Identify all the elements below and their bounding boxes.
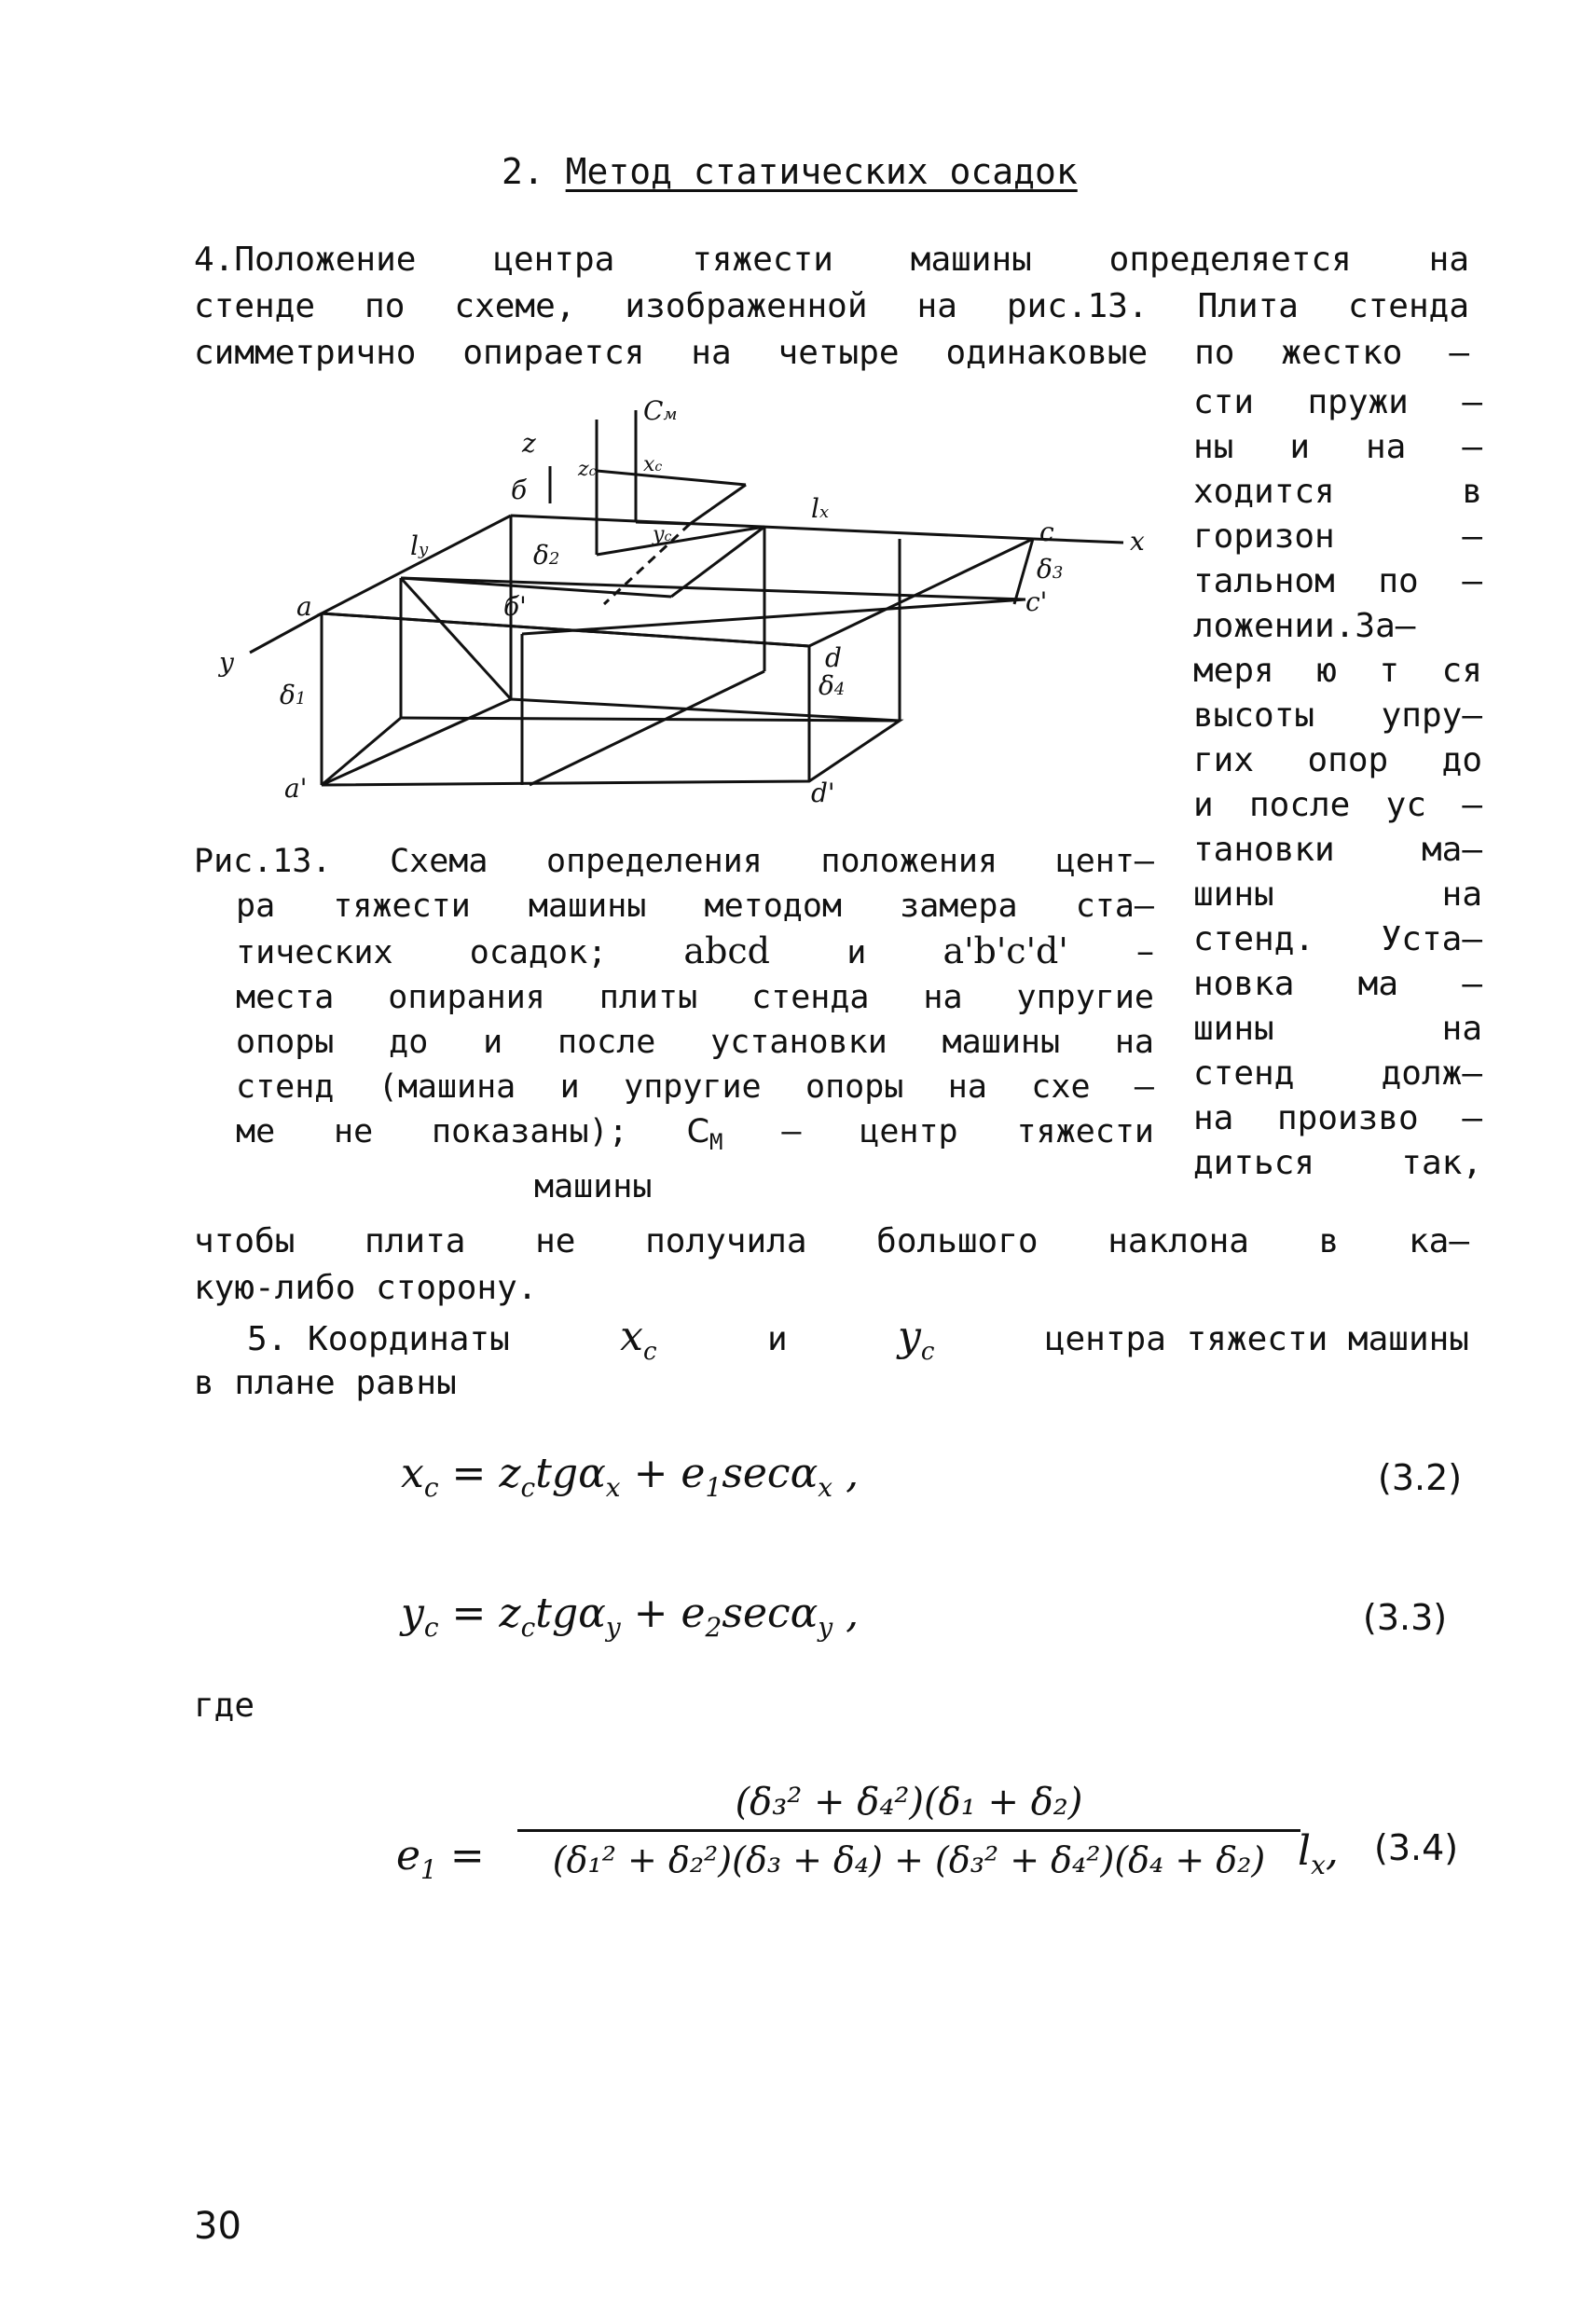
equation-3-4-numerator: (δ₃² + δ₄²)(δ₁ + δ₂): [735, 1781, 1083, 1824]
caption-line-7: ме не показаны); $C_М$ – центр тяжести: [236, 1113, 1154, 1155]
side-line: на произво –: [1193, 1099, 1482, 1137]
para5-line1: 5. Координаты $x_c$ и $y_c$ центра тяжести машины: [247, 1315, 1469, 1374]
para4-end-line2: кую-либо сторону.: [194, 1269, 538, 1307]
label-delta2: δ2: [533, 540, 560, 571]
para5-yc: $y_c$: [898, 1313, 935, 1366]
side-line: ложении.За–: [1193, 607, 1416, 645]
caption-line: Рис.13. Схема определения положения цент–: [194, 843, 1154, 880]
label-a: a: [296, 591, 312, 622]
para5-line2: в плане равны: [194, 1364, 457, 1402]
label-d-prime: d': [811, 778, 835, 808]
caption-line: машины: [534, 1168, 653, 1205]
para4-line3: симметрично опирается на четыре одинаковые по жестко –: [194, 334, 1469, 372]
label-d: d: [825, 642, 842, 673]
page-number: 30: [194, 2205, 241, 2248]
section-number: 2.: [502, 151, 544, 192]
section-heading: [502, 149, 1078, 194]
label-yc: yc: [653, 523, 672, 546]
label-delta4: δ4: [819, 670, 846, 701]
label-lx: lx: [811, 493, 830, 524]
label-y-axis: y: [219, 647, 234, 678]
caption-line: опоры до и после установки машины на: [236, 1024, 1154, 1061]
where-label: где: [194, 1687, 255, 1725]
label-ly: ly: [410, 530, 429, 561]
side-line: и после ус –: [1193, 786, 1482, 824]
side-line: тановки ма–: [1193, 831, 1482, 869]
label-delta3: δ3: [1037, 554, 1064, 585]
caption-line: места опирания плиты стенда на упругие: [236, 979, 1154, 1016]
label-delta1: δ1: [280, 680, 307, 710]
para4-line1: 4.Положение центра тяжести машины определяется на: [194, 241, 1469, 279]
side-line: новка ма –: [1193, 965, 1482, 1003]
label-zc: zc: [578, 458, 597, 481]
side-line: меря ю т ся: [1193, 652, 1482, 690]
side-line: гих опор до: [1193, 741, 1482, 779]
label-x-axis: x: [1130, 526, 1145, 557]
side-line: стенд. Уста–: [1193, 920, 1482, 958]
side-line: горизон –: [1193, 517, 1482, 556]
equation-3-3-number: (3.3): [1363, 1597, 1448, 1638]
figure-caption: [194, 839, 1154, 1209]
side-line: шины на: [1193, 875, 1482, 914]
para4-end-line1: чтобы плита не получила большого наклона в ка–: [194, 1222, 1469, 1260]
label-c-prime: c': [1025, 586, 1048, 617]
equation-3-3: $y_c = z_ctg\alpha_y + e_2\sec\alpha_y$ ,: [401, 1590, 860, 1643]
plate-bottom-outline: [322, 699, 900, 785]
fraction-bar: [517, 1829, 1300, 1832]
equation-3-4-factor: $l_x$,: [1298, 1827, 1339, 1880]
equation-3-2: $x_c = z_ctg\alpha_x + e_1\sec\alpha_x$ ,: [401, 1450, 860, 1503]
caption-line: ра тяжести машины методом замера ста–: [236, 888, 1154, 925]
side-line: диться так,: [1193, 1144, 1482, 1182]
side-line: сти пружи –: [1193, 383, 1482, 421]
para5-xc: $x_c$: [620, 1313, 657, 1366]
equation-3-4-fraction: [517, 1781, 1300, 1880]
equation-3-4-number: (3.4): [1374, 1827, 1459, 1868]
caption-line-3: тических осадок; abcd и a'b'c'd' –: [236, 930, 1154, 971]
side-line: высоты упру–: [1193, 696, 1482, 735]
label-xc: xc: [643, 453, 663, 476]
section-title: Метод статических осадок: [565, 151, 1078, 192]
para4-line2: стенде по схеме, изображенной на рис.13. Плита стенда: [194, 287, 1469, 325]
label-b-prime: б': [503, 591, 527, 622]
side-line: тальном по –: [1193, 562, 1482, 600]
caption-line: стенд (машина и упругие опоры на схе –: [236, 1068, 1154, 1106]
side-line: ходится в: [1193, 473, 1482, 511]
label-c: c: [1039, 516, 1054, 547]
label-a-prime: a': [284, 773, 308, 804]
side-line: шины на: [1193, 1010, 1482, 1048]
figure-13-diagram: [186, 392, 1175, 820]
equation-3-4-denominator: (δ₁² + δ₂²)(δ₃ + δ₄) + (δ₃² + δ₄²)(δ₄ + δ₂): [552, 1839, 1266, 1880]
side-line: стенд долж–: [1193, 1054, 1482, 1093]
label-cm: Cм: [643, 395, 678, 426]
equation-3-4-lhs: $e_1$ =: [396, 1832, 485, 1885]
label-b: б: [511, 475, 528, 505]
side-line: ны и на –: [1193, 428, 1482, 466]
equation-3-2-number: (3.2): [1378, 1457, 1463, 1498]
side-column: [1193, 380, 1482, 1186]
label-z: z: [522, 428, 536, 459]
